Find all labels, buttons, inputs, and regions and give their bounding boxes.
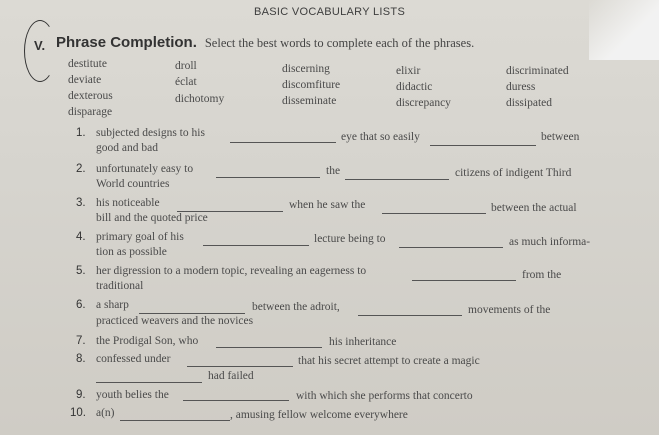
word-bank-item: discomfiture — [282, 79, 341, 91]
item-text: good and bad — [96, 142, 158, 154]
answer-blank[interactable] — [183, 400, 289, 401]
answer-blank[interactable] — [216, 347, 322, 348]
item-text: bill and the quoted price — [96, 212, 208, 224]
item-number: 6. — [76, 299, 86, 311]
item-text: with which she performs that concerto — [296, 390, 473, 402]
item-text: eye that so easily — [341, 131, 420, 143]
item-text: had failed — [208, 370, 254, 382]
item-text: that his secret attempt to create a magic — [298, 355, 480, 367]
word-bank-item: duress — [506, 81, 536, 93]
item-text: between the adroit, — [252, 301, 340, 313]
item-text: the — [326, 165, 341, 177]
answer-blank[interactable] — [430, 145, 536, 146]
word-bank-item: dissipated — [506, 97, 552, 109]
item-number: 5. — [76, 265, 86, 277]
item-number: 4. — [76, 231, 86, 243]
item-text: a(n) — [96, 407, 115, 419]
item-number: 10. — [70, 407, 86, 419]
answer-blank[interactable] — [203, 245, 309, 246]
item-number: 3. — [76, 197, 86, 209]
item-text: lecture being to — [314, 233, 386, 245]
answer-blank[interactable] — [139, 313, 245, 314]
word-bank-item: dexterous — [68, 90, 113, 102]
item-text: confessed under — [96, 353, 171, 365]
word-bank-item: didactic — [396, 81, 433, 93]
word-bank-item: dichotomy — [175, 93, 225, 105]
word-bank-item: discerning — [282, 63, 330, 75]
item-number: 9. — [76, 389, 86, 401]
section-title: Phrase Completion. — [56, 34, 197, 51]
word-bank-item: deviate — [68, 74, 102, 86]
item-text: as much informa- — [509, 236, 591, 248]
item-text: practiced weavers and the novices — [96, 315, 254, 327]
item-text: her digression to a modern topic, revealing an eagerness to — [96, 265, 367, 277]
item-text: his inheritance — [329, 336, 397, 348]
item-text: citizens of indigent Third — [455, 167, 572, 179]
item-number: 8. — [76, 353, 86, 365]
word-bank-item: discrepancy — [396, 97, 451, 109]
item-text: between — [541, 131, 580, 143]
answer-blank[interactable] — [345, 179, 449, 180]
answer-blank[interactable] — [96, 382, 202, 383]
section-number: V. — [34, 38, 46, 53]
item-text: his noticeable — [96, 197, 160, 209]
word-bank-item: droll — [175, 60, 197, 72]
item-text: unfortunately easy to — [96, 163, 194, 175]
item-text: , amusing fellow welcome everywhere — [230, 409, 408, 421]
answer-blank[interactable] — [399, 247, 503, 248]
word-bank-item: éclat — [175, 76, 197, 88]
item-text: movements of the — [468, 304, 551, 316]
item-text: World countries — [96, 178, 170, 190]
word-bank-item: destitute — [68, 58, 107, 70]
item-text: a sharp — [96, 299, 129, 311]
answer-blank[interactable] — [382, 213, 486, 214]
running-head: BASIC VOCABULARY LISTS — [254, 6, 406, 18]
section-heading — [56, 34, 474, 52]
page-edge-shadow — [589, 0, 659, 60]
item-number: 2. — [76, 163, 86, 175]
item-text: tion as possible — [96, 246, 167, 258]
word-bank-item: disparage — [68, 106, 113, 118]
item-number: 1. — [76, 127, 86, 139]
answer-blank[interactable] — [216, 177, 320, 178]
item-text: when he saw the — [289, 199, 366, 211]
item-text: primary goal of his — [96, 231, 184, 243]
answer-blank[interactable] — [187, 366, 293, 367]
answer-blank[interactable] — [230, 142, 336, 143]
answer-blank[interactable] — [412, 280, 516, 281]
item-number: 7. — [76, 335, 86, 347]
item-text: from the — [522, 269, 562, 281]
item-text: traditional — [96, 280, 144, 292]
item-text: youth belies the — [96, 389, 169, 401]
word-bank-item: discriminated — [506, 65, 569, 77]
item-text: between the actual — [491, 202, 577, 214]
item-text: subjected designs to his — [96, 127, 205, 139]
answer-blank[interactable] — [120, 420, 230, 421]
word-bank-item: elixir — [396, 65, 421, 77]
section-instruction: Select the best words to complete each of the phrases. — [204, 36, 475, 50]
answer-blank[interactable] — [358, 315, 462, 316]
item-text: the Prodigal Son, who — [96, 335, 199, 347]
word-bank-item: disseminate — [282, 95, 337, 107]
